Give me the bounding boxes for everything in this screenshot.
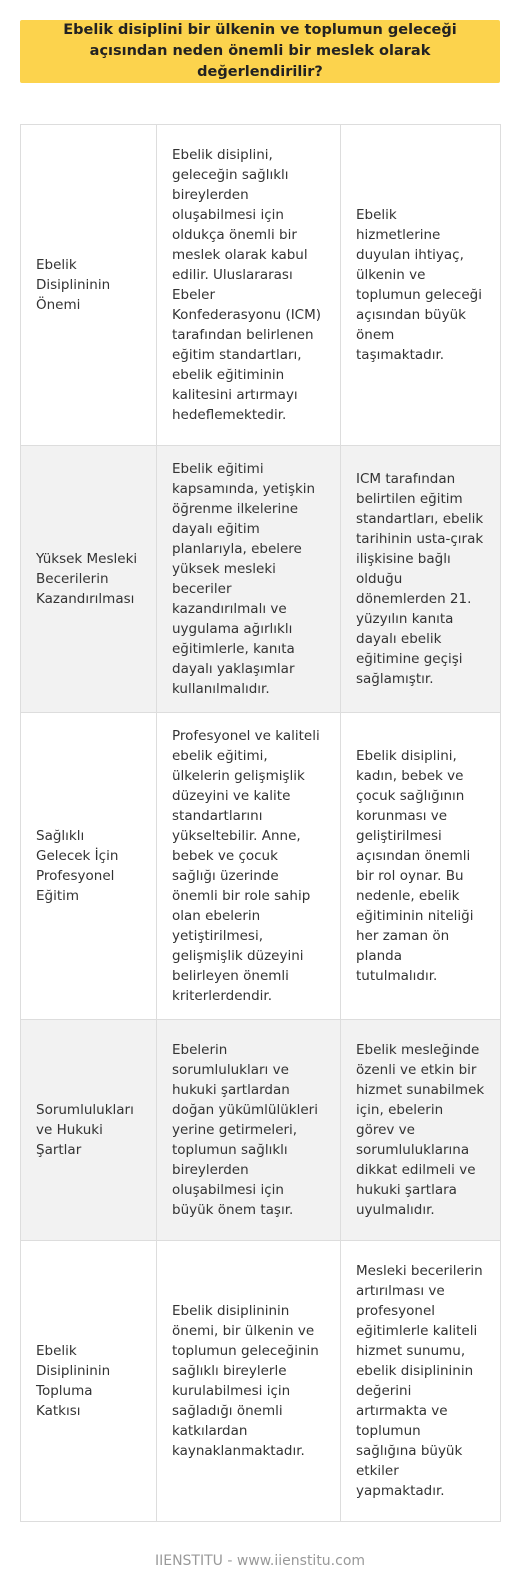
table-row (21, 1020, 501, 1241)
footer-credit: IIENSTITU - www.iienstitu.com (154, 1553, 366, 1569)
row-heading: Sorumlulukları ve Hukuki Şartlar (21, 1020, 157, 1241)
table-row (21, 446, 501, 713)
content-table (20, 124, 501, 1522)
title-banner (20, 20, 500, 83)
table-row (21, 125, 501, 446)
page-title: Ebelik disiplini bir ülkenin ve toplumun geleceği açısından neden önemli bir meslek olarak değerlendirilir? (63, 22, 457, 80)
table-row (21, 713, 501, 1020)
row-description: Ebelik disiplini, geleceğin sağlıklı bireylerden oluşabilmesi için oldukça önemli bir meslek olarak kabul edilir. Uluslararası Ebeler Konfederasyonu (ICM) tarafından belirlenen eğitim standartları, ebelik eğitiminin kalitesini artırmayı hedeflemektedir. (157, 125, 341, 446)
row-detail: Mesleki becerilerin artırılması ve profesyonel eğitimlerle kaliteli hizmet sunumu, ebelik disiplininin değerini artırmakta ve toplumun sağlığına büyük etkiler yapmaktadır. (341, 1241, 501, 1522)
row-detail: Ebelik hizmetlerine duyulan ihtiyaç, ülkenin ve toplumun geleceği açısından büyük önem taşımaktadır. (341, 125, 501, 446)
row-description: Ebelik eğitimi kapsamında, yetişkin öğrenme ilkelerine dayalı eğitim planlarıyla, ebelere yüksek mesleki beceriler kazandırılmalı ve uygulama ağırlıklı eğitimlerle, kanıta dayalı yaklaşımlar kullanılmalıdır. (157, 446, 341, 713)
row-detail: Ebelik mesleğinde özenli ve etkin bir hizmet sunabilmek için, ebelerin görev ve sorumluluklarına dikkat edilmeli ve hukuki şartlara uyulmalıdır. (341, 1020, 501, 1241)
row-description: Profesyonel ve kaliteli ebelik eğitimi, ülkelerin gelişmişlik düzeyini ve kalite standartlarını yükseltebilir. Anne, bebek ve çocuk sağlığı üzerinde önemli bir role sahip olan ebelerin yetiştirilmesi, gelişmişlik düzeyini belirleyen önemli kriterlerdendir. (157, 713, 341, 1020)
row-heading: Ebelik Disiplininin Topluma Katkısı (21, 1241, 157, 1522)
row-heading: Ebelik Disiplininin Önemi (21, 125, 157, 446)
row-detail: ICM tarafından belirtilen eğitim standartları, ebelik tarihinin usta-çırak ilişkisine bağlı olduğu dönemlerden 21. yüzyılın kanıta dayalı ebelik eğitimine geçişi sağlamıştır. (341, 446, 501, 713)
row-detail: Ebelik disiplini, kadın, bebek ve çocuk sağlığının korunması ve geliştirilmesi açısından önemli bir rol oynar. Bu nedenle, ebelik eğitiminin niteliği her zaman ön planda tutulmalıdır. (341, 713, 501, 1020)
row-heading: Yüksek Mesleki Becerilerin Kazandırılması (21, 446, 157, 713)
row-description: Ebelerin sorumlulukları ve hukuki şartlardan doğan yükümlülükleri yerine getirmeleri, toplumun sağlıklı bireylerden oluşabilmesi için büyük önem taşır. (157, 1020, 341, 1241)
row-description: Ebelik disiplininin önemi, bir ülkenin ve toplumun geleceğinin sağlıklı bireylerle kurulabilmesi için sağladığı önemli katkılardan kaynaklanmaktadır. (157, 1241, 341, 1522)
table-row (21, 1241, 501, 1522)
row-heading: Sağlıklı Gelecek İçin Profesyonel Eğitim (21, 713, 157, 1020)
